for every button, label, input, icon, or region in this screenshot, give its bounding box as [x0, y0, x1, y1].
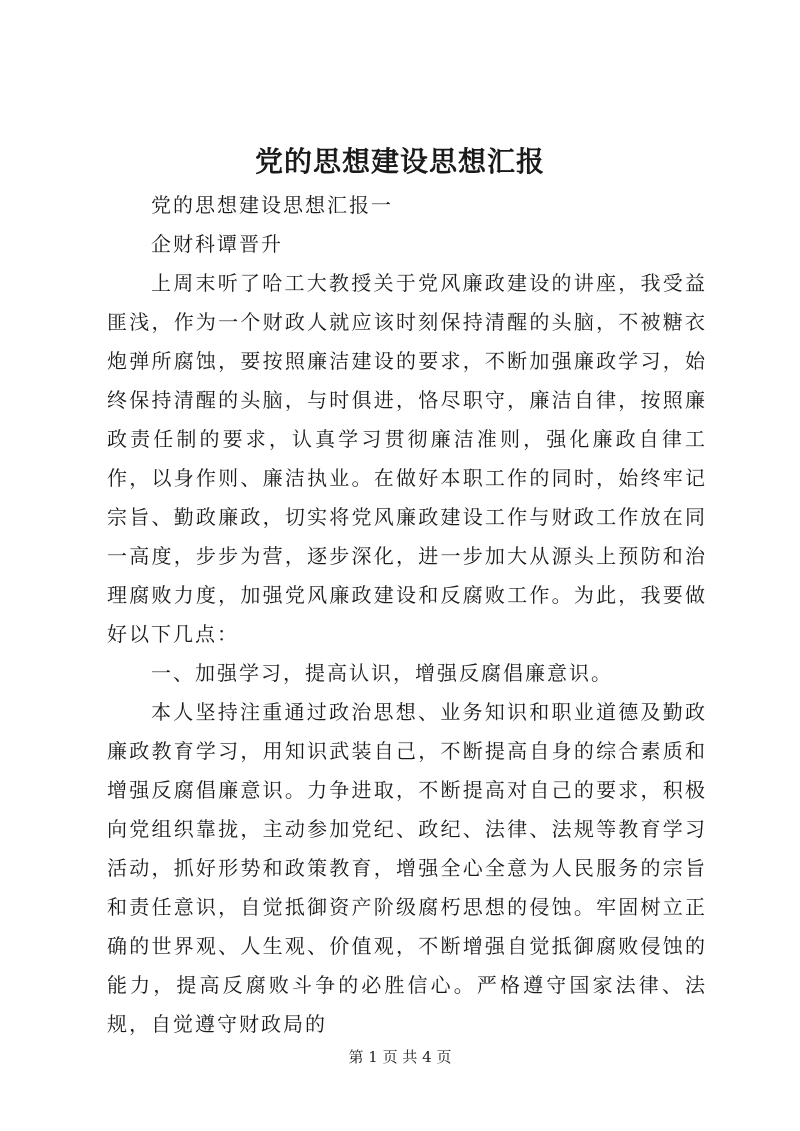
paragraph-section-heading: 一、加强学习，提高认识，增强反腐倡廉意识。: [151, 661, 613, 685]
paragraph-section-body: 本人坚持注重通过政治思想、业务知识和职业道德及勤政廉政教育学习，用知识武装自己，不断提高自身的综合素质和增强反腐倡廉意识。力争进取，不断提高对自己的要求，积极向党组织靠拢，主动参加党纪、政纪、法律、法规等教育学习活动，抓好形势和政策教育，增强全心全意为人民服务的宗旨和责任意识，自觉抵御资产阶级腐朽思想的侵蚀。牢固树立正确的世界观、人生观、价值观，不断增强自觉抵御腐败侵蚀的能力，提高反腐败斗争的必胜信心。严格遵守国家法律、法规，自觉遵守财政局的: [107, 700, 707, 1036]
paragraph-author: 企财科谭晋升: [151, 232, 283, 256]
page-footer: [0, 1047, 800, 1067]
paragraph-intro: 上周末听了哈工大教授关于党风廉政建设的讲座，我受益匪浅，作为一个财政人就应该时刻保持清醒的头脑，不被糖衣炮弹所腐蚀，要按照廉洁建设的要求，不断加强廉政学习，始终保持清醒的头脑，与时俱进，恪尽职守，廉洁自律，按照廉政责任制的要求，认真学习贯彻廉洁准则，强化廉政自律工作，以身作则、廉洁执业。在做好本职工作的同时，始终牢记宗旨、勤政廉政，切实将党风廉政建设工作与财政工作放在同一高度，步步为营，逐步深化，进一步加大从源头上预防和治理腐败力度，加强党风廉政建设和反腐败工作。为此，我要做好以下几点：: [107, 271, 707, 646]
document-body: [107, 186, 707, 1044]
document-title: 党的思想建设思想汇报: [254, 145, 545, 178]
page-number-label: 第 1 页 共 4 页: [348, 1048, 452, 1066]
paragraph-subtitle: 党的思想建设思想汇报一: [151, 193, 393, 217]
